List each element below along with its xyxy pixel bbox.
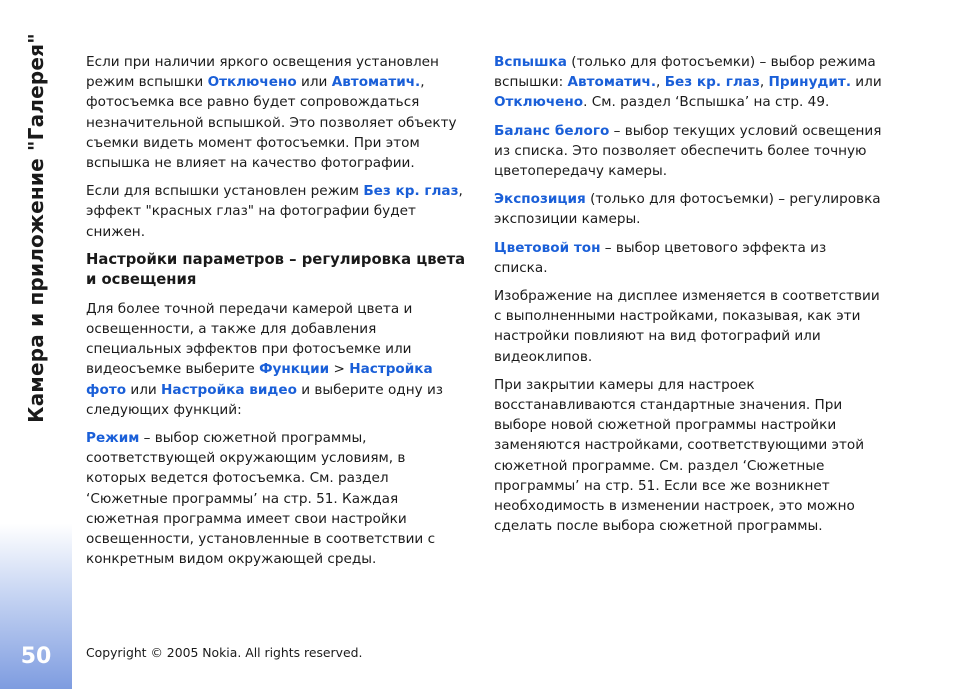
paragraph-red-eye-note [86,181,468,242]
chapter-title: Камера и приложение "Галерея" [24,33,48,423]
option-forced: Принудит. [768,74,851,91]
text: или [296,74,332,91]
text: , эффект "красных глаз" на фотографии будет снижен. [86,183,463,240]
paragraph-display-preview: Изображение на дисплее изменяется в соответствии с выполненными настройками, показывая, как эти настройки повлияют на вид фотографий или видеоклипов. [494,288,880,365]
page-number: 50 [20,644,52,669]
text: , [656,74,665,91]
paragraph-settings-intro [86,299,468,420]
text: или [850,74,882,91]
text: Для более точной передачи камерой цвета и освещенности, а также для добавления специальных эффектов при фотосъемке или видеосъемке выберите [86,300,413,378]
setting-exposure: Экспозиция [494,191,586,208]
text: – выбор сюжетной программы, соответствующей окружающим условиям, в которых ведется фотосъемка. См. раздел ‘Сюжетные программы’ на стр. 51. Каждая сюжетная программа имеет свои настройки освещенности, установленные в соответствии с конкретным видом окружающей среды. [86,430,436,568]
section-heading: Настройки параметров – регулировка цвета и освещения [86,250,466,289]
left-column [86,52,468,577]
setting-color-tone: Цветовой тон [494,239,601,256]
text: – выбор цветового эффекта из списка. [494,239,827,276]
paragraph-color-tone [494,238,884,278]
right-column [494,52,884,544]
option-auto: Автоматич. [567,74,657,91]
text: (только для фотосъемки) – выбор режима вспышки: [494,54,876,91]
menu-options: Функции [259,361,330,378]
text: . См. раздел ‘Вспышка’ на стр. 49. [583,94,830,111]
setting-white-balance: Баланс белого [494,122,610,139]
text: Если при наличии яркого освещения установлен режим вспышки [86,54,439,91]
paragraph-flash [494,52,884,113]
option-off: Отключено [494,94,584,111]
text: , фотосъемка все равно будет сопровождаться незначительной вспышкой. Это позволяет объекту съемки видеть момент фотосъемки. При этом вспышка не влияет на качество фотографии. [86,74,457,172]
option-off: Отключено [207,74,297,91]
text: (только для фотосъемки) – регулировка экспозиции камеры. [494,191,881,228]
text: , [759,74,769,91]
setting-flash: Вспышка [494,54,567,70]
text: Если для вспышки установлен режим [86,183,364,200]
option-red-eye: Без кр. глаз [664,74,760,91]
text: > [329,361,350,378]
paragraph-white-balance [494,121,884,182]
text: – выбор текущих условий освещения из списка. Это позволяет обеспечить более точную цветопередачу камеры. [494,122,882,180]
text: или [126,381,162,398]
paragraph-mode [86,428,468,569]
sidebar [0,0,72,689]
option-auto: Автоматич. [331,74,421,91]
text: и выберите одну из следующих функций: [86,381,444,418]
setting-mode: Режим [86,430,140,447]
paragraph-exposure [494,189,884,229]
copyright-footer: Copyright © 2005 Nokia. All rights reserved. [86,645,363,660]
paragraph-flash-off-note [86,52,468,173]
menu-video-settings: Настройка видео [161,381,297,398]
menu-photo-settings: Настройка фото [86,361,433,398]
option-red-eye: Без кр. глаз [363,183,459,200]
paragraph-restore-defaults: При закрытии камеры для настроек восстанавливаются стандартные значения. При выборе новой сюжетной программы настройки заменяются настройками, соответствующими этой сюжетной программе. См. раздел ‘Сюжетные программы’ на стр. 51. Если все же возникнет необходимость в изменении настроек, это можно сделать после выбора сюжетной программы. [494,376,865,535]
